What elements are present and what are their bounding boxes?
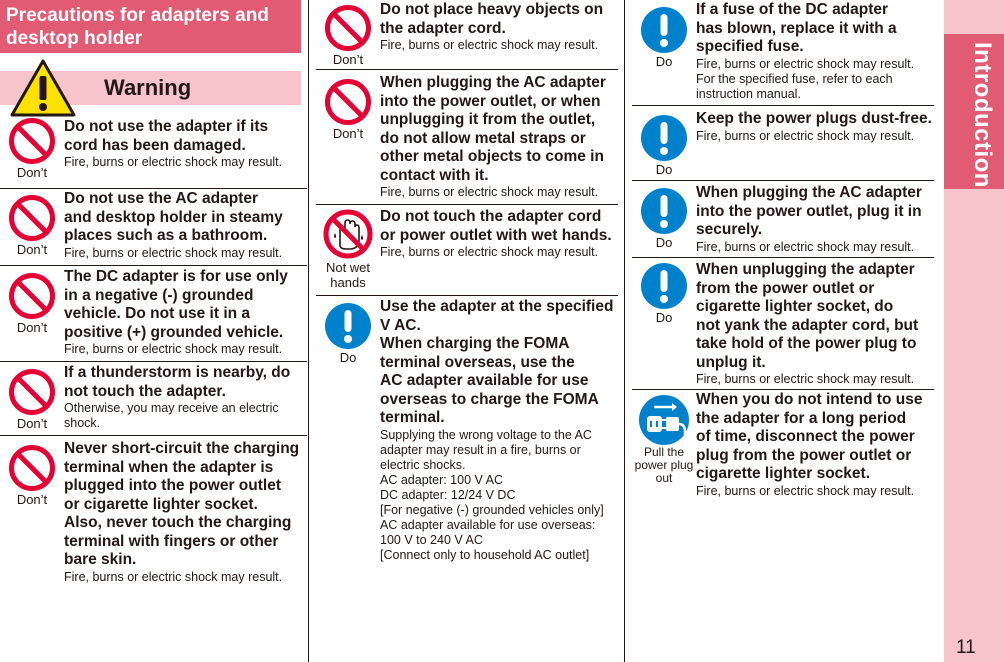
precaution-note: Fire, burns or electric shock may result. <box>380 38 599 52</box>
precaution-item <box>0 189 307 266</box>
section-title-line2: desktop holder <box>6 28 143 49</box>
do-symbol <box>316 302 380 365</box>
mandatory-icon <box>640 6 688 54</box>
do-label: Do <box>655 54 673 69</box>
precaution-heading: If a fuse of the DC adapter has blown, replace it with a specified fuse. <box>696 1 897 55</box>
precaution-heading: The DC adapter is for use only in a negative (-) grounded vehicle. Do not use it in a positive (+) grounded vehicle. <box>64 268 288 341</box>
precaution-heading: Do not touch the adapter cord or power outlet with wet hands. <box>380 208 612 244</box>
prohibit-icon <box>324 78 372 126</box>
prohibit-icon <box>8 117 56 165</box>
warning-label: Warning <box>104 75 192 100</box>
precaution-note: Fire, burns or electric shock may result. <box>696 128 915 143</box>
section-title-line1: Precautions for adapters and <box>6 5 269 26</box>
do-label: Do <box>655 162 673 177</box>
precaution-item <box>632 106 934 181</box>
dont-symbol <box>316 78 380 141</box>
column-divider <box>624 0 625 662</box>
dont-label: Don’t <box>16 492 48 507</box>
precaution-note: Fire, burns or electric shock may result. <box>64 245 283 260</box>
pull-plug-label-line3: out <box>655 471 673 485</box>
precaution-item <box>316 205 618 296</box>
precaution-item <box>316 296 618 576</box>
precaution-item <box>316 0 618 70</box>
precaution-heading: Never short-circuit the charging terminal when the adapter is plugged into the power outlet or cigarette lighter socket. Also, never touch the charging terminal with fingers or other bare skin. <box>64 440 300 568</box>
precaution-note: Fire, burns or electric shock may result. <box>64 342 283 356</box>
mandatory-icon <box>640 262 688 310</box>
precaution-note: Supplying the wrong voltage to the AC adapter may result in a fire, burns or electric shocks. AC adapter: 100 V AC DC adapter: 12/24 V DC [For negative (-) grounded vehicles only] AC adapter available for use overseas: 100 V to 240 V AC [Connect only to household AC outlet] <box>380 427 604 562</box>
do-symbol <box>632 6 696 69</box>
dont-symbol <box>0 368 64 431</box>
precaution-heading: Keep the power plugs dust-free. <box>696 110 932 127</box>
dont-label: Don’t <box>16 320 48 335</box>
do-symbol <box>632 114 696 177</box>
page-number: 11 <box>956 637 976 658</box>
precaution-note: Fire, burns or electric shock may result. <box>64 569 283 584</box>
dont-label: Don’t <box>16 165 48 180</box>
do-label: Do <box>655 310 673 325</box>
precaution-heading: When plugging the AC adapter into the power outlet, or when unplugging it from the outlet, do not allow metal straps or other metal objects to come in contact with it. <box>380 74 606 184</box>
precaution-note: Fire, burns or electric shock may result. <box>64 155 283 169</box>
precaution-heading: When you do not intend to use the adapter for a long period of time, disconnect the power plug from the power outlet or cigarette lighter socket. <box>696 391 923 482</box>
column-3 <box>632 0 934 662</box>
prohibit-icon <box>8 368 56 416</box>
precaution-item <box>632 390 934 510</box>
dont-symbol <box>0 444 64 507</box>
precaution-item <box>632 0 934 106</box>
precaution-heading: Do not use the AC adapter and desktop holder in steamy places such as a bathroom. <box>64 190 283 244</box>
mandatory-icon <box>640 187 688 235</box>
precaution-item <box>0 113 307 189</box>
column-divider <box>308 0 309 662</box>
precaution-note: Fire, burns or electric shock may result. <box>380 245 599 259</box>
precaution-item <box>0 266 307 362</box>
precaution-note: Otherwise, you may receive an electric shock. <box>64 401 279 430</box>
precaution-note: Fire, burns or electric shock may result. For the specified fuse, refer to each instruction manual. <box>696 56 915 101</box>
precaution-heading: When unplugging the adapter from the power outlet or cigarette lighter socket, do not yank the adapter cord, but take hold of the power plug to unplug it. <box>696 261 919 371</box>
precaution-item <box>0 436 307 596</box>
dont-label: Don’t <box>16 242 48 257</box>
precaution-heading: When plugging the AC adapter into the power outlet, plug it in securely. <box>696 184 922 238</box>
do-symbol <box>632 262 696 325</box>
pull-plug-label-line2: power plug <box>634 458 694 472</box>
precaution-heading: Do not use the adapter if its cord has been damaged. <box>64 118 269 154</box>
do-label: Do <box>655 235 673 250</box>
mandatory-icon <box>640 114 688 162</box>
precaution-item <box>632 181 934 258</box>
precaution-note: Fire, burns or electric shock may result. <box>696 372 915 386</box>
prohibit-icon <box>8 444 56 492</box>
column-2 <box>316 0 618 662</box>
precaution-heading: Use the adapter at the specified V AC. When charging the FOMA terminal overseas, use the AC adapter available for use overseas to charge the FOMA terminal. <box>380 298 614 426</box>
dont-symbol <box>0 194 64 257</box>
mandatory-icon <box>324 302 372 350</box>
precaution-item <box>0 362 307 436</box>
precaution-note: Fire, burns or electric shock may result. <box>696 483 915 498</box>
dont-label: Don’t <box>16 416 48 431</box>
dont-label: Don’t <box>332 52 364 67</box>
pull-plug-symbol <box>632 394 696 485</box>
no-wet-hands-label-line1: Not wet <box>325 260 371 275</box>
no-wet-hands-label-line2: hands <box>330 275 366 290</box>
no-wet-hands-symbol <box>316 208 380 290</box>
dont-symbol <box>0 117 64 180</box>
dont-label: Don’t <box>332 126 364 141</box>
precaution-note: Fire, burns or electric shock may result. <box>696 239 915 254</box>
do-symbol <box>632 187 696 250</box>
column-1 <box>0 0 307 662</box>
chapter-sidebar <box>944 0 1004 662</box>
dont-symbol <box>0 272 64 335</box>
no-wet-hands-icon <box>322 208 374 260</box>
prohibit-icon <box>8 194 56 242</box>
warning-triangle-icon <box>10 59 76 117</box>
precaution-note: Fire, burns or electric shock may result. <box>380 185 599 199</box>
section-header <box>0 0 301 53</box>
chapter-tab-label: Introduction <box>969 42 996 188</box>
do-label: Do <box>339 350 357 365</box>
precaution-heading: Do not place heavy objects on the adapter cord. <box>380 1 604 37</box>
prohibit-icon <box>8 272 56 320</box>
unplug-icon <box>638 394 690 446</box>
precaution-item <box>316 70 618 205</box>
precaution-item <box>632 258 934 390</box>
prohibit-icon <box>324 4 372 52</box>
precaution-heading: If a thunderstorm is nearby, do not touch the adapter. <box>64 364 291 400</box>
pull-plug-label-line1: Pull the <box>643 445 685 459</box>
dont-symbol <box>316 4 380 67</box>
